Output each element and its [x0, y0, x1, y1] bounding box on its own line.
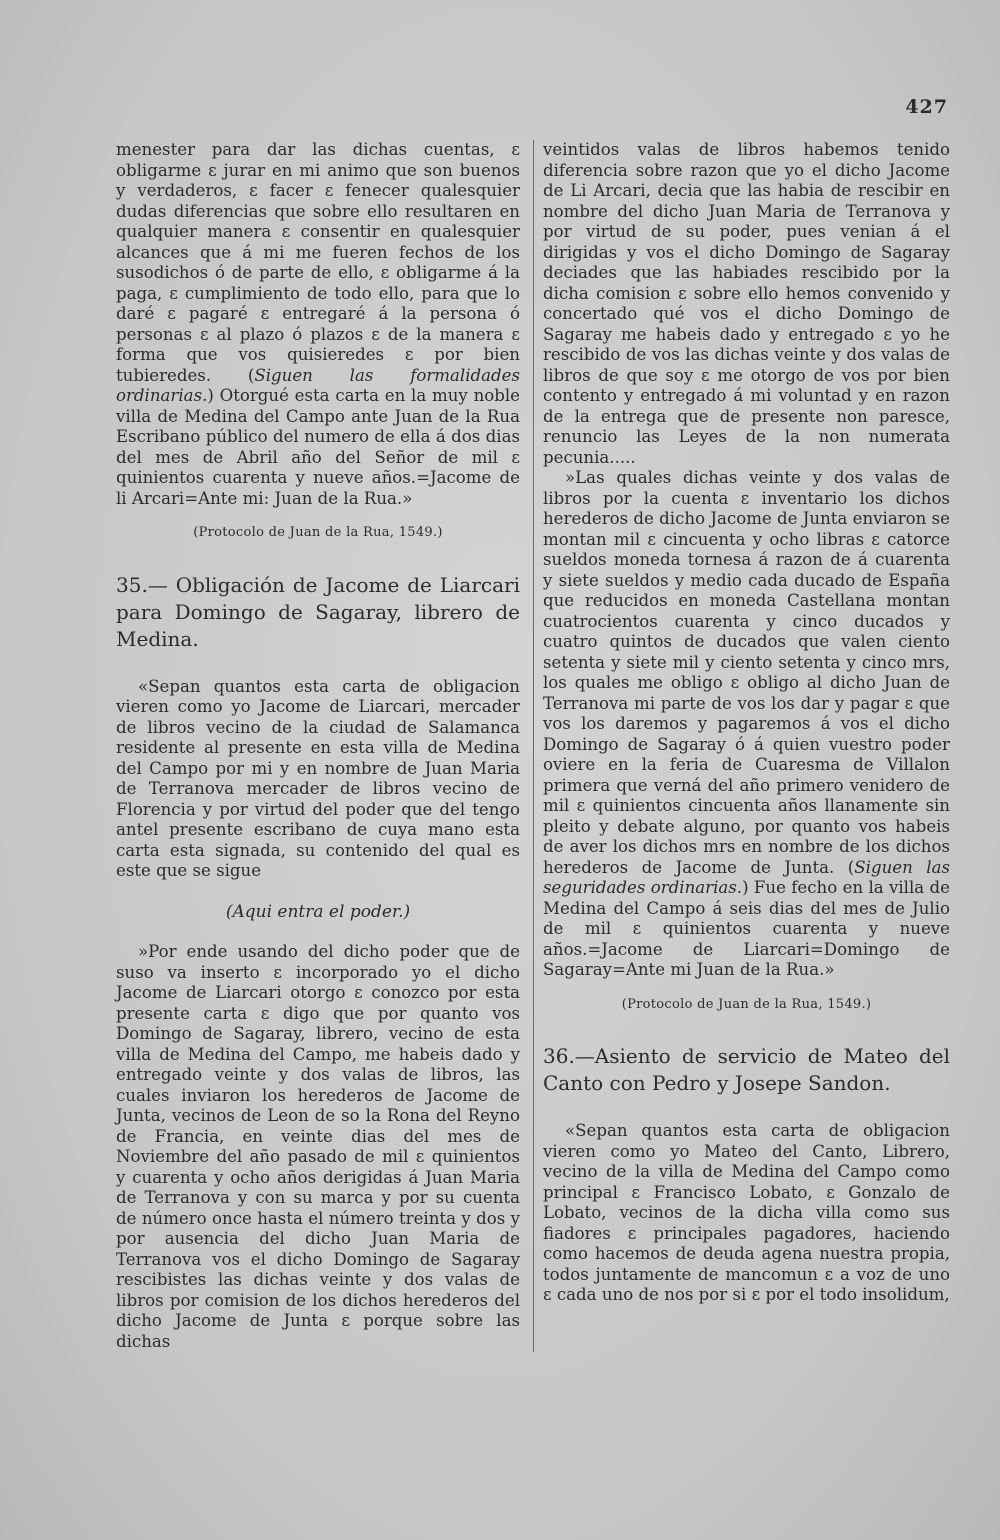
paragraph: »Las quales dichas veinte y dos valas de libros por la cuenta ɛ inventario los dichos herederos de dicho Jacome de Junta enviaron se montan mil ɛ cincuenta y ocho libras ɛ catorce sueldos moneda tornesa á razon de á cuarenta y siete sueldos y medio cada ducado de España que reducidos en moneda Castellana montan cuatrocientos cuarenta y cinco ducados y cuatro quintos de ducados que valen ciento setenta y siete mil y ciento setenta y cinco mrs, los quales me obligo ɛ obligo al dicho Juan de Terranova mi parte de vos los dar y pagar ɛ que vos los daremos y pagaremos á vos el dicho Domingo de Sagaray ó á quien vuestro poder oviere en la feria de Cuaresma de Villalon primera que verná del año primero venidero de mil ɛ quinientos cincuenta años llanamente sin pleito y debate alguno, por quanto vos habeis de aver los dichos mrs en nombre de los dichos herederos de Jacome de Junta. (Siguen las seguridades ordinarias.) Fue fecho en la villa de Medina del Campo á seis dias del mes de Julio de mil ɛ quinientos cuarenta y nueve años.=Jacome de Liarcari=Domingo de Sagaray=Ante mi Juan de la Rua.» [543, 468, 950, 979]
italic-note: Siguen las seguridades ordinarias. [543, 857, 950, 897]
left-column [116, 140, 520, 1352]
paragraph: »Por ende usando del dicho poder que de suso va inserto ɛ incorporado yo el dicho Jacome de Liarcari otorgo ɛ conozco por esta presente carta ɛ digo que por quanto vos Domingo de Sagaray, librero, vecino de esta villa de Medina del Campo, me habeis dado y entregado veinte y dos valas de libros, las cuales inviaron los herederos de Jacome de Junta, vecinos de Leon de so la Rona del Reyno de Francia, en veinte dias del mes de Noviembre del año pasado de mil ɛ quinientos y cuarenta y ocho años derigidas á Juan Maria de Terranova y con su marca y por su cuenta de número once hasta el número treinta y dos y por ausencia del dicho Juan Maria de Terranova vos el dicho Domingo de Sagaray rescibistes las dichas veinte y dos valas de libros por comision de los dichos herederos del dicho Jacome de Junta ɛ porque sobre las dichas [116, 942, 520, 1351]
paragraph: veintidos valas de libros habemos tenido diferencia sobre razon que yo el dicho Jacome de Li Arcari, decia que las habia de rescibir en nombre del dicho Juan Maria de Terranova y por virtud de su poder, pues venian á el dirigidas y vos el dicho Domingo de Sagaray deciades que las habiades rescibido por la dicha comision ɛ sobre ello hemos convenido y concertado qué vos el dicho Domingo de Sagaray me habeis dado y entregado ɛ yo he rescibido de vos las dichas veinte y dos valas de libros de que soy ɛ me otorgo de vos por bien contento y entregado á mi voluntad y en razon de la entrega que de presente non paresce, renuncio las Leyes de la non numerata pecunia..... [543, 140, 950, 467]
column-divider [533, 140, 534, 1352]
section-heading-36: 36.—Asiento de servicio de Mateo del Canto con Pedro y Josepe Sandon. [543, 1044, 950, 1095]
centered-italic-note: (Aqui entra el poder.) [225, 901, 411, 922]
section-heading-35: 35.— Obligación de Jacome de Liarcari para Domingo de Sagaray, librero de Medina. [116, 572, 520, 651]
right-column [543, 140, 950, 1306]
source-citation: (Protocolo de Juan de la Rua, 1549.) [193, 525, 443, 540]
source-citation: (Protocolo de Juan de la Rua, 1549.) [621, 996, 872, 1012]
paragraph: «Sepan quantos esta carta de obligacion vieren como yo Mateo del Canto, Librero, vecino de la villa de Medina del Campo como principal ɛ Francisco Lobato, ɛ Gonzalo de Lobato, vecinos de la dicha villa como sus fiadores ɛ principales pagadores, haciendo como hacemos de deuda agena nuestra propia, todos juntamente de mancomun ɛ a voz de uno ɛ cada uno de nos por si ɛ por el todo insolidum, [543, 1121, 950, 1304]
paragraph: «Sepan quantos esta carta de obligacion vieren como yo Jacome de Liarcari, mercader de libros vecino de la ciudad de Salamanca residente al presente en esta villa de Medina del Campo por mi y en nombre de Juan Maria de Terranova mercader de libros vecino de Florencia y por virtud del poder que del tengo antel presente escribano de cuya mano esta carta esta signada, su contenido del qual es este que se sigue [116, 676, 520, 880]
italic-note: Siguen las formalidades ordinarias. [116, 365, 520, 405]
page-number: 427 [905, 96, 948, 118]
paragraph: menester para dar las dichas cuentas, ɛ obligarme ɛ jurar en mi animo que son buenos y verdaderos, ɛ facer ɛ fenecer qualesquier dudas diferencias que sobre ello resultaren en qualquier manera ɛ consentir en qualesquier alcances que á mi me fueren fechos de los susodichos ó de parte de ello, ɛ obligarme á la paga, ɛ cumplimiento de todo ello, para que lo daré ɛ pagaré ɛ entregaré á la persona ó personas ɛ al plazo ó plazos ɛ de la manera ɛ forma que vos quisieredes ɛ por bien tubieredes. (Siguen las formalidades ordinarias.) Otorgué esta carta en la muy noble villa de Medina del Campo ante Juan de la Rua Escribano público del numero de ella á dos dias del mes de Abril año del Señor de mil ɛ quinientos cuarenta y nueve años.=Jacome de li Arcari=Ante mi: Juan de la Rua.» [116, 140, 520, 508]
